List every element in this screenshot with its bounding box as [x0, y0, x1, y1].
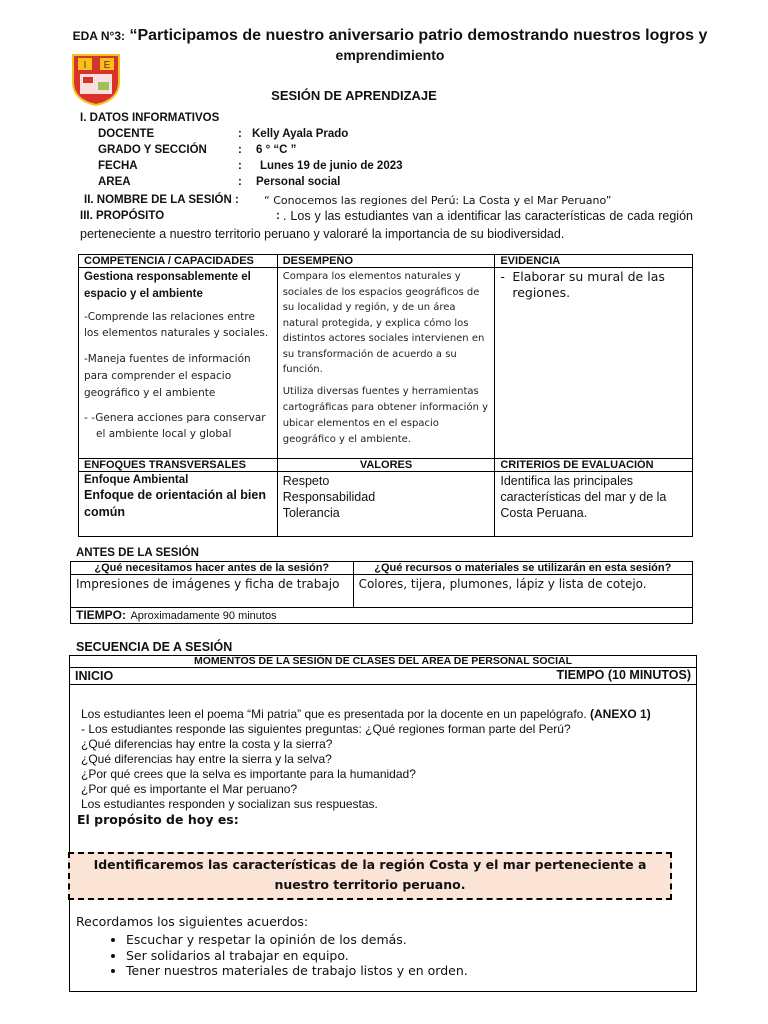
inicio-row — [70, 668, 697, 685]
acuerdos-list — [76, 932, 676, 979]
fecha-value: Lunes 19 de junio de 2023 — [260, 160, 403, 172]
antes-title: ANTES DE LA SESIÓN — [76, 547, 199, 559]
proposito-box-text: Identificaremos las características de la región Costa y el mar perteneciente a nuestro territorio peruano. — [93, 857, 647, 892]
capacidad-3: - -Genera acciones para conservar el ambiente local y global — [84, 412, 266, 440]
antes-a2: Colores, tijera, plumones, lápiz y lista de cotejo. — [353, 575, 692, 608]
docente-value: Kelly Ayala Prado — [252, 128, 349, 140]
logo-letter-e: E — [103, 60, 111, 71]
criterio-text: Identifica las principales características del mar y de la Costa Peruana. — [500, 474, 667, 520]
antes-table — [70, 561, 693, 624]
evidencia-text: Elaborar su mural de las regiones. — [512, 269, 665, 300]
area-value: Personal social — [256, 176, 341, 188]
desempeno-1: Compara los elementos naturales y sociales de los espacios geográficos de su localidad y región, y de un área natural protegida, y explica cómo los distintos actores sociales intervienen en su transformación de acuerdo a su función. — [282, 271, 485, 375]
antes-q2: ¿Qué recursos o materiales se utilizarán en esta sesión? — [353, 562, 692, 575]
inicio-line: ¿Por qué crees que la selva es importante para la humanidad? — [81, 767, 416, 781]
desempeno-cell — [277, 268, 495, 459]
tiempo-label: TIEMPO: — [76, 608, 126, 622]
acuerdo-item: • Ser solidarios al trabajar en equipo. — [126, 948, 676, 964]
intro-anexo: (ANEXO 1) — [590, 707, 651, 721]
nombre-sesion-value: “ Conocemos las regiones del Perú: La Costa y el Mar Peruano” — [264, 194, 612, 207]
proposito-label: III. PROPÓSITO — [80, 210, 165, 222]
tiempo-row — [71, 608, 693, 624]
grado-sep: : — [238, 144, 242, 156]
area-sep: : — [238, 176, 242, 188]
proposito-line-2: perteneciente a nuestro territorio peruano y valoraré la importancia de su biodiversidad. — [80, 227, 565, 241]
criterios-cell — [495, 472, 693, 537]
area-label: AREA — [98, 176, 131, 188]
tiempo-value: Aproximadamente 90 minutos — [130, 610, 277, 622]
enfoques-cell — [79, 472, 278, 537]
document-title — [70, 26, 710, 65]
eda-label: EDA N°3: — [72, 29, 125, 43]
antes-a1: Impresiones de imágenes y ficha de trabajo — [71, 575, 354, 608]
competencia-title: Gestiona responsablemente el espacio y el ambiente — [84, 271, 251, 300]
header-valores: VALORES — [277, 459, 495, 472]
header-evidencia: EVIDENCIA — [495, 255, 693, 268]
intro-text: Los estudiantes leen el poema “Mi patria” que es presentada por la docente en un papelógrafo. — [81, 707, 587, 721]
acuerdos-block — [76, 914, 676, 979]
datos-section-label: I. DATOS INFORMATIVOS — [80, 112, 220, 124]
fecha-label: FECHA — [98, 160, 138, 172]
inicio-line: Los estudiantes responden y socializan sus respuestas. — [81, 797, 378, 811]
header-enfoques: ENFOQUES TRANSVERSALES — [79, 459, 278, 472]
nombre-sesion-label: II. NOMBRE DE LA SESIÓN : — [84, 194, 239, 206]
enfoque-ambiental: Enfoque Ambiental — [84, 474, 189, 486]
inicio-line: - Los estudiantes responde las siguientes preguntas: ¿Qué regiones forman parte del Perú? — [81, 722, 571, 736]
title-line-1: “Participamos de nuestro aniversario patrio demostrando nuestros logros y — [129, 27, 708, 44]
competencia-cell — [79, 268, 278, 459]
intro-line — [81, 707, 651, 722]
desempeno-2: Utiliza diversas fuentes y herramientas cartográficas para obtener información y ubicar elementos en el espacio geográfico y el ambiente. — [282, 385, 488, 445]
inicio-line: ¿Qué diferencias hay entre la costa y la sierra? — [81, 737, 333, 751]
session-heading: SESIÓN DE APRENDIZAJE — [271, 88, 437, 103]
evidencia-cell — [495, 268, 693, 459]
datos-rows — [0, 128, 700, 192]
acuerdo-item: • Tener nuestros materiales de trabajo listos y en orden. — [126, 963, 676, 979]
capacidad-1: -Comprende las relaciones entre los elementos naturales y sociales. — [84, 311, 269, 339]
acuerdo-item: • Escuchar y respetar la opinión de los demás. — [126, 932, 676, 948]
proposito-hoy-label: El propósito de hoy es: — [77, 812, 239, 827]
header-competencia: COMPETENCIA / CAPACIDADES — [79, 255, 278, 268]
docente-label: DOCENTE — [98, 128, 155, 140]
momentos-header: MOMENTOS DE LA SESIÓN DE CLASES DEL AREA DE PERSONAL SOCIAL — [70, 656, 697, 668]
inicio-line: ¿Por qué es importante el Mar peruano? — [81, 782, 298, 796]
title-line-2: emprendimiento — [335, 47, 445, 63]
grado-value: 6 ° “C ” — [256, 144, 297, 156]
acuerdos-intro: Recordamos los siguientes acuerdos: — [76, 914, 309, 929]
enfoque-bien-comun: Enfoque de orientación al bien común — [84, 488, 266, 519]
antes-q1: ¿Qué necesitamos hacer antes de la sesión? — [71, 562, 354, 575]
docente-sep: : — [238, 128, 242, 140]
proposito-line-1: . Los y las estudiantes van a identificar las características de cada región — [283, 209, 693, 223]
competencias-table — [78, 254, 693, 537]
valor-responsabilidad: Responsabilidad — [282, 490, 376, 504]
inicio-lines — [81, 722, 571, 812]
secuencia-table — [69, 655, 697, 992]
header-desempeno: DESEMPEÑO — [277, 255, 495, 268]
valor-respeto: Respeto — [282, 474, 330, 488]
capacidad-2: -Maneja fuentes de información para comprender el espacio geográfico y el ambiente — [84, 353, 251, 399]
proposito-sep: : — [276, 210, 280, 222]
logo-letter-i: I — [83, 60, 87, 71]
inicio-tiempo: TIEMPO (10 MINUTOS) — [556, 668, 691, 682]
proposito-highlight-box — [68, 852, 672, 900]
inicio-label: INICIO — [75, 669, 114, 683]
evidencia-dash: - — [500, 269, 505, 284]
inicio-line: ¿Qué diferencias hay entre la sierra y la selva? — [81, 752, 332, 766]
valor-tolerancia: Tolerancia — [282, 506, 340, 520]
grado-label: GRADO Y SECCIÓN — [98, 144, 207, 156]
header-criterios: CRITERIOS DE EVALUACIÓN — [495, 459, 693, 472]
valores-cell — [277, 472, 495, 537]
secuencia-title: SECUENCIA DE A SESIÓN — [76, 640, 233, 654]
inicio-content — [70, 685, 697, 992]
fecha-sep: : — [238, 160, 242, 172]
